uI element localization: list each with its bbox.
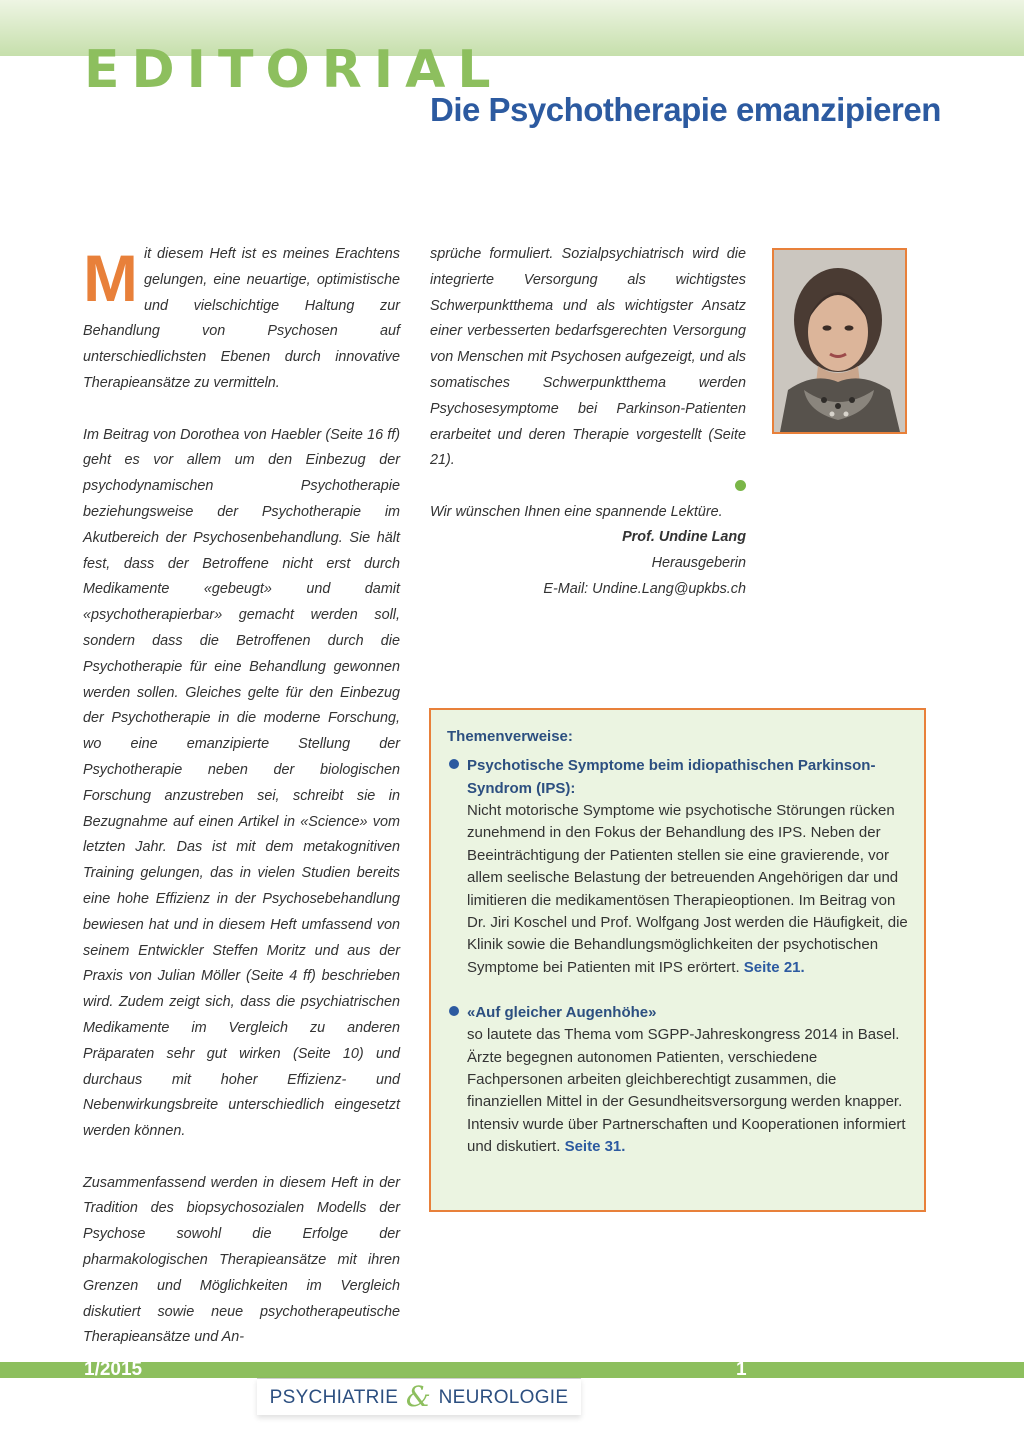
closing-line: Wir wünschen Ihnen eine spannende Lektüre.	[430, 503, 723, 520]
journal-logo	[257, 1378, 581, 1415]
journal-name-part: NEUROLOGIE	[438, 1387, 569, 1408]
topic-text	[467, 800, 910, 979]
article-paragraph: Im Beitrag von Dorothea von Haebler (Seite 16 ff) geht es vor allem um den Einbezug der psychodynamischen Psychotherapie beziehungsweise der Psychotherapie im Akutbereich der Psychosenbehandlung. Sie hält fest, dass der Betroffene nicht erst durch Medikamente «gebeugt» und damit «psychotherapierbar» gemacht werden soll, sondern dass die Betroffenen durch die Psychotherapie für eine Behandlung gewonnen werden sollen. Gleiches gelte für den Einbezug der Psychotherapie in die moderne Forschung, wo eine emanzipierte Stellung der Psychotherapie neben der biologischen Forschung anzustreben sei, schreibt sie in Bezugnahme auf einen Artikel in «Science» vom letzten Jahr. Das ist mit dem metakognitiven Training gelungen, das in vielen Studien bereits eine hohe Effizienz in der Psychosebehandlung bewiesen hat und in diesem Heft umfassend von seinem Entwickler Steffen Moritz und aus der Praxis von Julian Möller (Seite 4 ff) beschrieben wird. Zudem zeigt sich, dass die psychiatrischen Medikamente im Vergleich zu anderen Präparaten sehr gut wirken (Seite 10) und durchaus mit hoher Effizienz- und Nebenwirkungsbreite unterschiedlich eingesetzt werden können.	[83, 426, 400, 1140]
topic-text	[467, 1024, 910, 1158]
journal-name-part: PSYCHIATRIE	[269, 1387, 399, 1408]
dropcap-letter: M	[83, 241, 138, 315]
topic-description: so lautete das Thema vom SGPP-Jahreskongress 2014 in Basel. Ärzte begegnen autonomen Patienten, verschiedene Fachpersonen arbeiten gleichberechtigt zusammen, die finanziellen Mittel in der Gesundheitsversorgung werden knapper. Intensiv wurde über Partnerschaften und Kooperationen informiert und diskutiert.	[467, 1026, 906, 1156]
topic-reference-item	[447, 754, 910, 979]
topic-description: Nicht motorische Symptome wie psychotische Störungen rücken zunehmend in den Fokus der Behandlung des IPS. Neben der Beeinträchtigung der Patienten stellen sie eine gravierende, vor allem seelische Belastung der betreuenden Angehörigen dar und limitieren die medikamentösen Therapieoptionen. Im Beitrag von Dr. Jiri Koschel und Prof. Wolfgang Jost werden die Häufigkeit, die Klinik sowie die Behandlungsmöglichkeiten der psychotischen Symptome bei Patienten mit IPS erörtert.	[467, 802, 908, 976]
article-paragraph	[83, 242, 400, 397]
author-name: Prof. Undine Lang	[622, 529, 746, 545]
green-dot-icon	[735, 480, 746, 491]
topic-heading: «Auf gleicher Augenhöhe»	[467, 1004, 657, 1022]
section-label: EDITORIAL	[84, 40, 503, 100]
author-role: Herausgeberin	[651, 555, 746, 571]
article-paragraph: sprüche formuliert. Sozialpsychiatrisch wird die integrierte Versorgung als wichtigstes Schwerpunktthema und als wichtigster Ansatz einer verbesserten bedarfsgerechten Versorgung von Menschen mit Psychosen aufgezeigt, und als somatisches Schwerpunktthema werden Psychosesymptome bei Parkinson-Patienten erarbeitet und deren Therapie vorgestellt (Seite 21).	[430, 246, 746, 469]
issue-number: 1/2015	[84, 1359, 143, 1380]
author-email: E-Mail: Undine.Lang@upkbs.ch	[543, 581, 746, 597]
page-reference-link[interactable]: Seite 31.	[564, 1138, 626, 1156]
topic-heading: Psychotische Symptome beim idiopathischen Parkinson-Syndrom (IPS):	[467, 757, 876, 797]
journal-ampersand: &	[405, 1380, 432, 1413]
topic-reference-item	[447, 1001, 910, 1158]
portrait-illustration	[774, 250, 905, 432]
article-middle-column	[430, 242, 746, 526]
author-portrait	[772, 248, 907, 434]
article-left-column	[83, 242, 400, 1351]
page-reference-link[interactable]: Seite 21.	[743, 958, 805, 976]
page-title: Die Psychotherapie emanzipieren	[430, 91, 941, 128]
page-number: 1	[736, 1359, 747, 1380]
blue-bullet-icon	[449, 1006, 459, 1016]
blue-bullet-icon	[449, 759, 459, 769]
topic-references-title: Themenverweise:	[447, 728, 573, 745]
signature-block	[430, 524, 746, 602]
article-paragraph: Zusammenfassend werden in diesem Heft in der Tradition des biopsychosozialen Modells der Psychose sowohl die Erfolge der pharmakologischen Therapieansätze mit ihren Grenzen und Möglichkeiten im Vergleich diskutiert sowie neue psychotherapeutische Therapieansätze und An-	[83, 1174, 400, 1346]
paragraph-text: it diesem Heft ist es meines Erachtens gelungen, eine neuartige, optimistische und vielschichtige Haltung zur Behandlung von Psychosen auf unterschiedlichsten Ebenen durch innovative Therapieansätze zu vermitteln.	[83, 246, 400, 391]
topic-references-box	[429, 708, 926, 1212]
footer-color-band	[0, 1362, 1024, 1378]
